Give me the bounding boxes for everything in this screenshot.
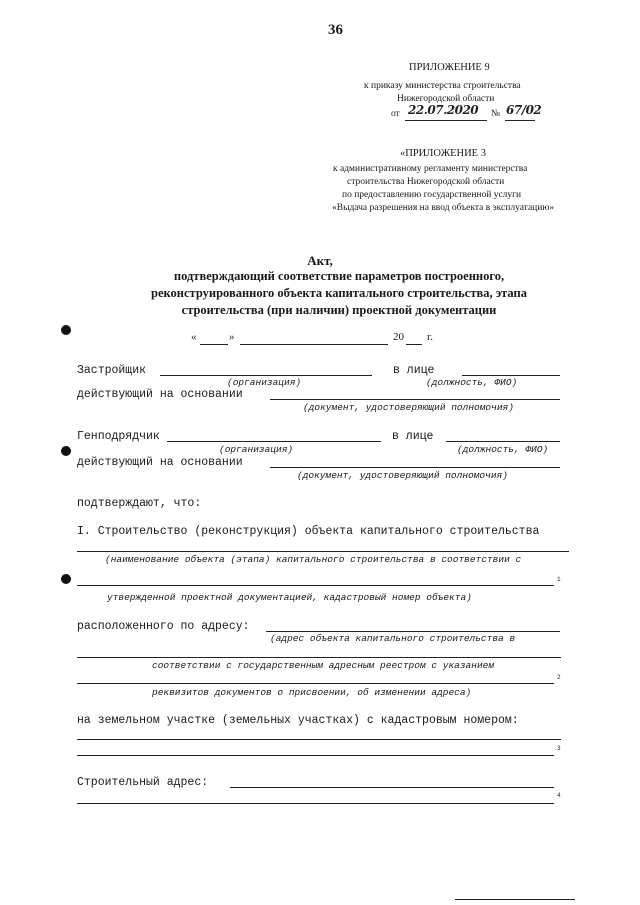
section1-object-field-1[interactable] (77, 551, 569, 552)
date-open-quote: « (191, 331, 197, 343)
appendix3-line4: «Выдача разрешения на ввод объекта в эксплуатацию» (332, 203, 555, 213)
section1-line: I. Строительство (реконструкция) объекта капитального строительства (77, 525, 540, 538)
contractor-basis-label: действующий на основании (77, 456, 243, 469)
appendix9-line1: к приказу министерства строительства (364, 81, 521, 91)
date-year-suffix: г. (427, 331, 434, 343)
section1-caption-address-1: (адрес объекта капитального строительства в (270, 633, 516, 644)
heading-line1: Акт, (307, 253, 333, 268)
date-year-line (406, 344, 422, 345)
contractor-position-field[interactable] (446, 441, 560, 442)
date-month-line (240, 344, 388, 345)
appendix9-title: ПРИЛОЖЕНИЕ 9 (409, 62, 490, 73)
section1-caption-address-2: соответствии с государственным адресным реестром с указанием (152, 660, 495, 671)
developer-label: Застройщик (77, 364, 147, 377)
footnote-separator (455, 899, 575, 900)
section1-address-field-2[interactable] (77, 657, 561, 658)
developer-position-field[interactable] (462, 375, 560, 376)
appendix9-number-line (505, 120, 535, 121)
developer-in-person: в лице (393, 364, 435, 377)
section1-address-field-1[interactable] (266, 631, 560, 632)
heading-line3: реконструированного объекта капитального строительства, этапа (151, 286, 527, 300)
footnote-ref-2: 2 (557, 674, 561, 681)
section1-object-field-2[interactable] (77, 585, 554, 586)
appendix3-title: «ПРИЛОЖЕНИЕ 3 (400, 148, 486, 159)
section1-build-address-field-2[interactable] (77, 803, 554, 804)
section1-caption-object-2: утвержденной проектной документацией, кадастровый номер объекта) (107, 592, 472, 603)
punch-hole-bottom (61, 574, 71, 584)
date-close-quote: » (229, 331, 235, 343)
section1-build-address-label: Строительный адрес: (77, 776, 209, 789)
page-number: 36 (328, 22, 343, 38)
appendix9-date-handwritten: 22.07.2020 (408, 103, 479, 117)
appendix9-date-line (405, 120, 487, 121)
developer-caption-org: (организация) (227, 377, 302, 388)
section1-caption-object-1: (наименование объекта (этапа) капитального строительства в соответствии с (105, 554, 522, 565)
contractor-in-person: в лице (392, 430, 434, 443)
developer-caption-position: (должность, ФИО) (426, 377, 518, 388)
contractor-caption-org: (организация) (219, 444, 294, 455)
contractor-org-field[interactable] (167, 441, 381, 442)
appendix3-line1: к административному регламенту министерства (333, 164, 528, 174)
appendix3-line2: строительства Нижегородской области (347, 177, 505, 187)
developer-basis-field[interactable] (270, 399, 560, 400)
appendix9-number-handwritten: 67/02 (506, 103, 542, 117)
footnote-ref-1: 1 (557, 576, 561, 583)
developer-org-field[interactable] (160, 375, 372, 376)
heading-line2: подтверждающий соответствие параметров построенного, (173, 269, 505, 283)
footnote-ref-3: 3 (557, 745, 561, 752)
date-year-prefix: 20 (393, 331, 404, 343)
section1-address-label: расположенного по адресу: (77, 620, 250, 633)
developer-caption-document: (документ, удостоверяющий полномочия) (303, 402, 514, 413)
section1-address-field-3[interactable] (77, 683, 554, 684)
section1-cadastral-field-1[interactable] (77, 739, 561, 740)
developer-basis-label: действующий на основании (77, 388, 243, 401)
section1-build-address-field-1[interactable] (230, 787, 554, 788)
punch-hole-top (61, 325, 71, 335)
section1-cadastral-field-2[interactable] (77, 755, 554, 756)
heading-line4: строительства (при наличии) проектной документации (181, 303, 497, 317)
contractor-caption-document: (документ, удостоверяющий полномочия) (297, 470, 508, 481)
confirm-text: подтверждают, что: (77, 497, 202, 510)
appendix9-date-prefix: от (391, 109, 400, 119)
appendix9-line2: Нижегородской области (397, 94, 495, 104)
contractor-basis-field[interactable] (270, 467, 560, 468)
contractor-caption-position: (должность, ФИО) (457, 444, 549, 455)
section1-land-line: на земельном участке (земельных участках) с кадастровым номером: (77, 714, 519, 727)
footnote-ref-4: 4 (557, 792, 561, 799)
appendix9-number-sign: № (491, 109, 501, 119)
section1-caption-address-3: реквизитов документов о присвоении, об изменении адреса) (152, 687, 472, 698)
punch-hole-middle (61, 446, 71, 456)
appendix3-line3: по предоставлению государственной услуги (342, 190, 522, 200)
contractor-label: Генподрядчик (77, 430, 160, 443)
date-day-line (200, 344, 228, 345)
